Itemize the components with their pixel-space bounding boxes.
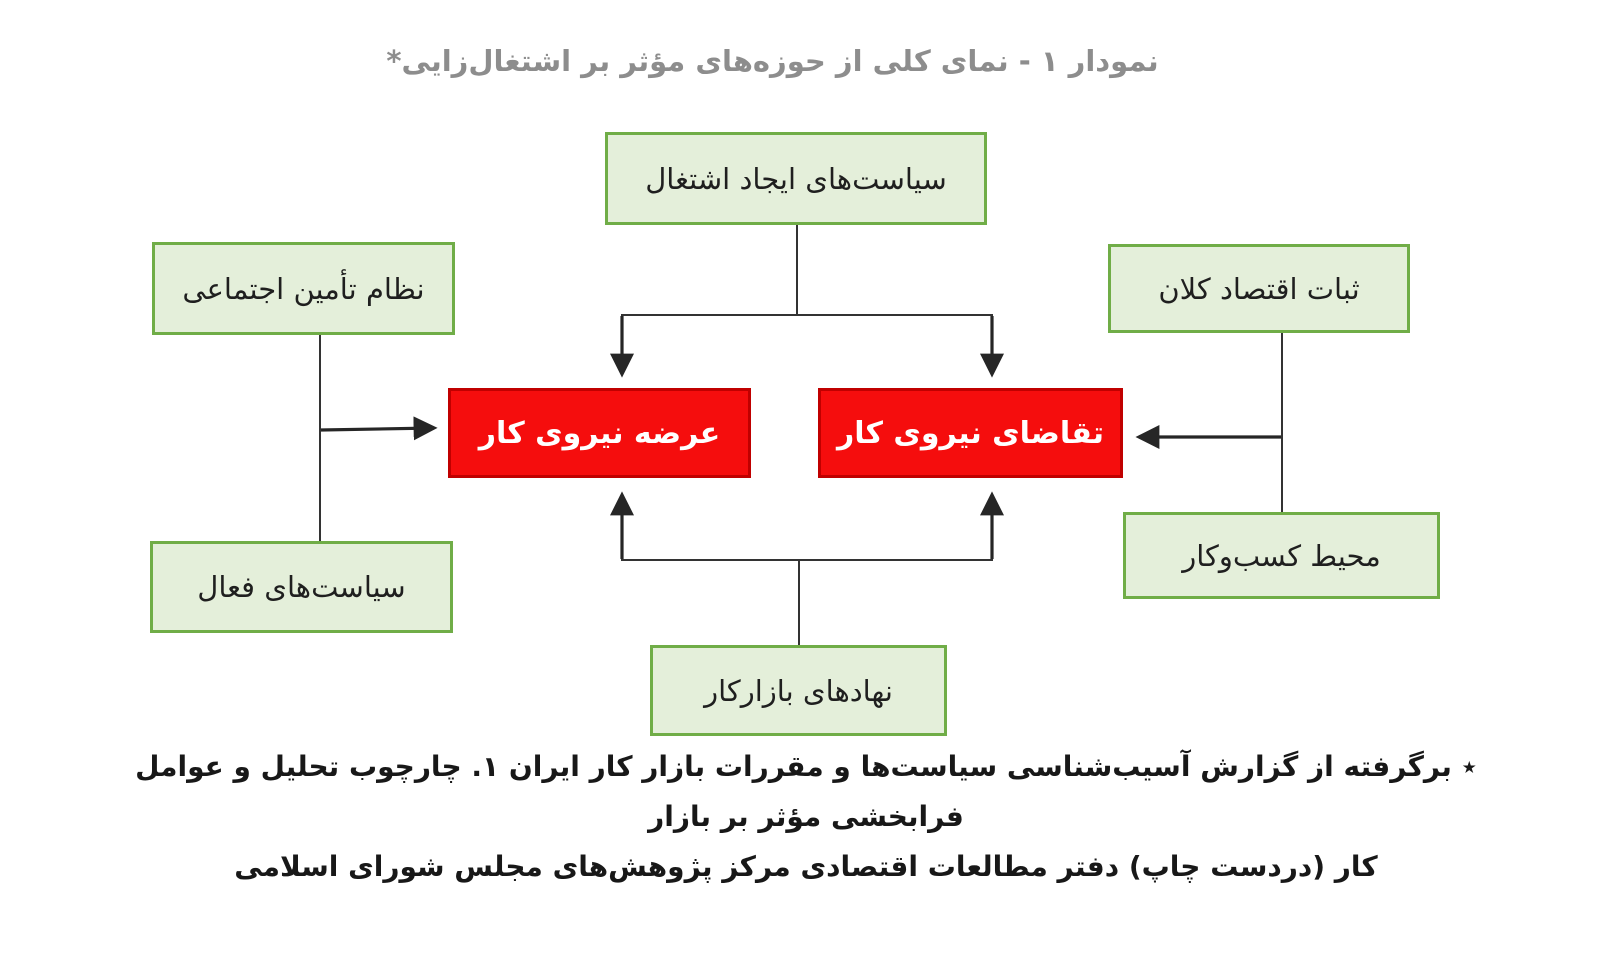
footnote-line-2: کار (دردست چاپ) دفتر مطالعات اقتصادی مرکز پژوهش‌های مجلس شورای اسلامی <box>234 850 1378 883</box>
node-active-policies: سیاست‌های فعال <box>150 541 453 633</box>
node-labor-demand: تقاضای نیروی کار <box>818 388 1123 478</box>
diagram-title: نمودار ۱ - نمای کلی از حوزه‌های مؤثر بر اشتغال‌زایی* <box>386 44 1159 78</box>
node-social-security: نظام تأمین اجتماعی <box>152 242 455 335</box>
edge-arrow-right-to-supply <box>321 428 434 430</box>
node-macro-stability: ثبات اقتصاد کلان <box>1108 244 1410 333</box>
node-labor-supply: عرضه نیروی کار <box>448 388 751 478</box>
node-business-environment: محیط کسب‌وکار <box>1123 512 1440 599</box>
node-employment-policies: سیاست‌های ایجاد اشتغال <box>605 132 987 225</box>
footnote <box>70 742 1542 892</box>
node-labor-market-institutions: نهادهای بازارکار <box>650 645 947 736</box>
footnote-line-1: ٭ برگرفته از گزارش آسیب‌شناسی سیاست‌ها و مقررات بازار کار ایران ۱. چارچوب تحلیل و عوامل فرابخشی مؤثر بر بازار <box>135 750 1477 833</box>
